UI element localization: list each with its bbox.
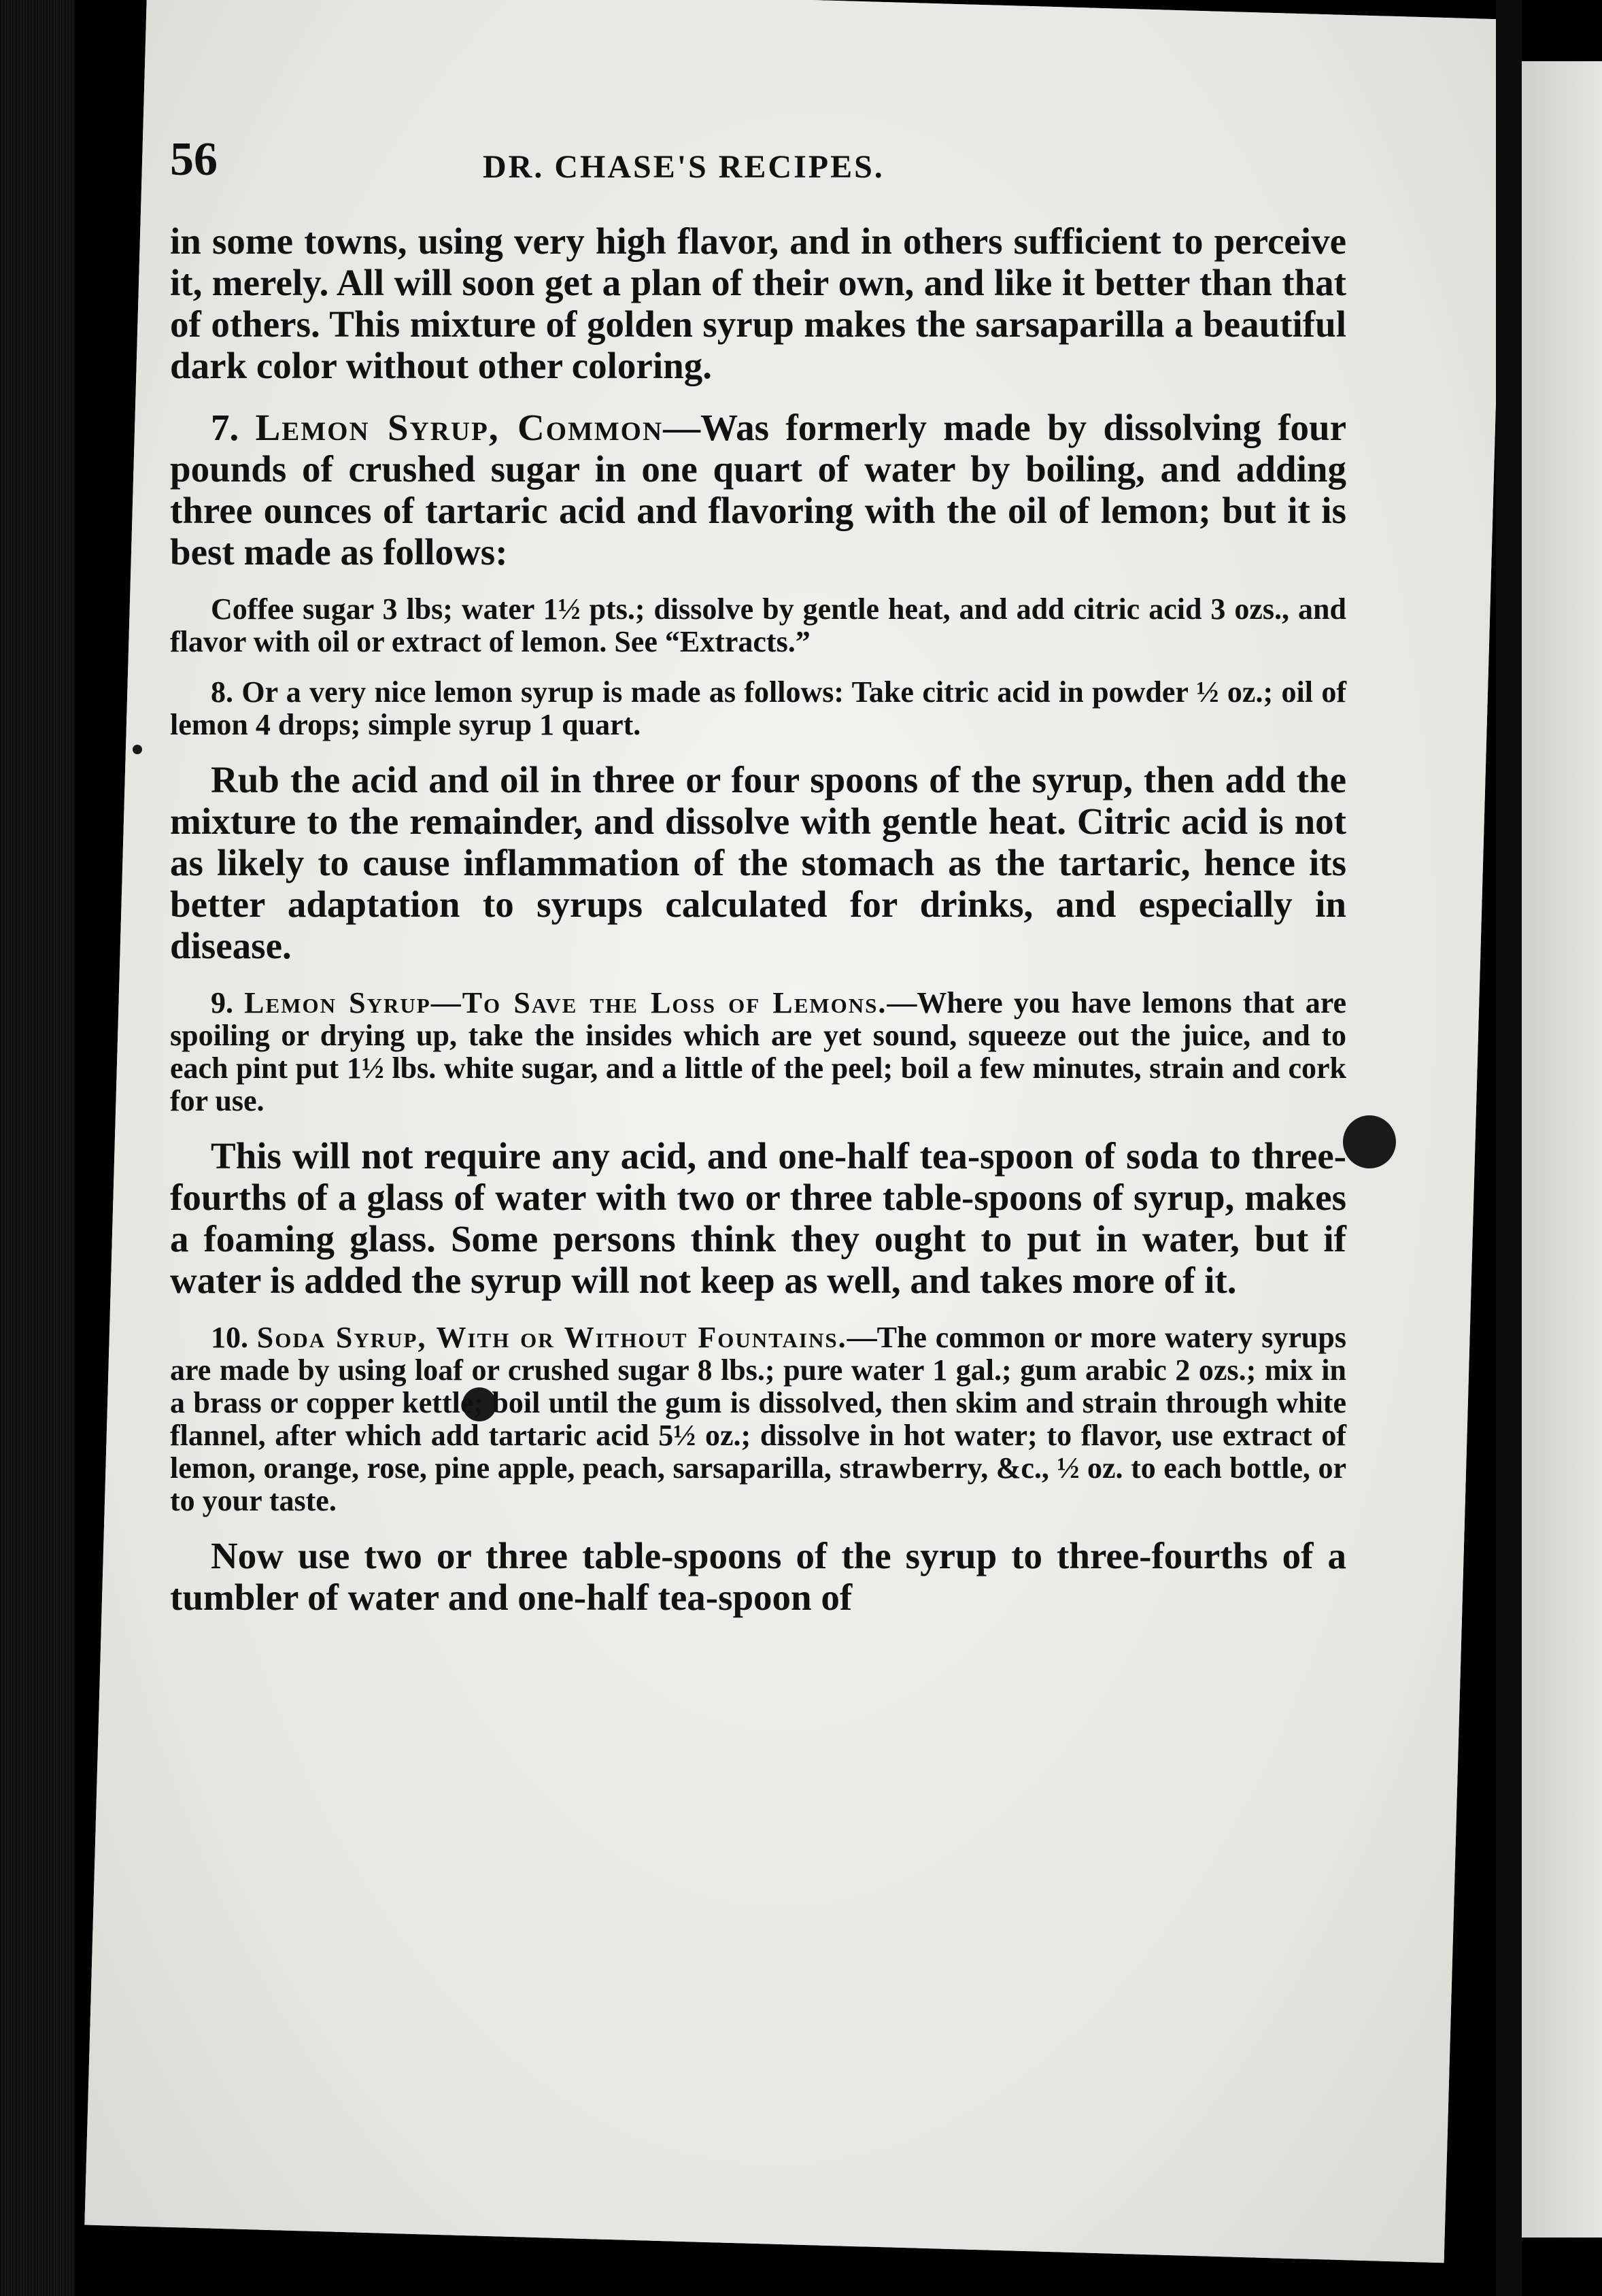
- recipe-7-ingredients: Coffee sugar 3 lbs; water 1½ pts.; dissolve by gentle heat, and add citric acid 3 ozs., and flavor with oil or extract of lemon. See “Extracts.”: [170, 592, 1346, 658]
- recipe-10-directions: Now use two or three table-spoons of the syrup to three-fourths of a tumbler of water and one-half tea-spoon of: [170, 1535, 1346, 1618]
- recipe-10-soda-syrup: [170, 1321, 1346, 1517]
- recipe-9-notes: This will not require any acid, and one-half tea-spoon of soda to three-fourths of a glass of water with two or three table-spoons of syrup, makes a foaming glass. Some persons think they ought to put in water, but if water is added the syrup will not keep as well, and takes more of it.: [170, 1135, 1346, 1301]
- page-gutter: [1496, 0, 1522, 2296]
- recipe-7-lemon-syrup-common: [170, 407, 1346, 573]
- recipe-number: 10.: [211, 1321, 248, 1354]
- recipe-number: 9.: [211, 986, 233, 1019]
- recipe-9-lemon-syrup-save-lemons: [170, 987, 1346, 1117]
- recipe-body: —Was formerly made by dissolving four pounds of crushed sugar in one quart of water by boiling, and adding three ounces of tartaric acid and flavoring with the oil of lemon; but it is best made as follows:: [170, 407, 1347, 573]
- ink-smudge: [1343, 1115, 1396, 1168]
- recipe-title: Soda Syrup, With or Without Fountains.: [256, 1321, 847, 1354]
- page-number: 56: [170, 133, 218, 186]
- adjacent-page-sliver: [1522, 61, 1602, 2238]
- recipe-title: Lemon Syrup—To Save the Loss of Lemons.: [244, 986, 887, 1019]
- page-header: [170, 133, 1346, 218]
- recipe-body: —Where you have lemons that are spoiling or drying up, take the insides which are yet sound, squeeze out the juice, and to each pint put 1½ lbs. white sugar, and a little of the peel; boil a few minutes, strain and cork for use.: [170, 986, 1346, 1117]
- ink-smudge: [133, 745, 142, 754]
- recipe-number: 7.: [211, 407, 239, 448]
- book-binding-edge: [0, 0, 75, 2296]
- recipe-title: Lemon Syrup, Common: [255, 407, 664, 448]
- paragraph-continuation: in some towns, using very high flavor, and in others sufficient to perceive it, merely. All will soon get a plan of their own, and like it better than that of others. This mixture of golden syrup makes the sarsaparilla a beautiful dark color without other coloring.: [170, 220, 1346, 386]
- page-text-block: [170, 133, 1347, 1638]
- recipe-body: —The common or more watery syrups are made by using loaf or crushed sugar 8 lbs.; pure water 1 gal.; gum arabic 2 ozs.; mix in a brass or copper kettle; boil until the gum is dissolved, then skim and strain through white flannel, after which add tartaric acid 5½ oz.; dissolve in hot water; to flavor, use extract of lemon, orange, rose, pine apple, peach, sarsaparilla, strawberry, &c., ½ oz. to each bottle, or to your taste.: [170, 1321, 1346, 1517]
- recipe-8-lemon-syrup: 8. Or a very nice lemon syrup is made as follows: Take citric acid in powder ½ oz.; oil of lemon 4 drops; simple syrup 1 quart.: [170, 675, 1346, 741]
- recipe-8-directions: Rub the acid and oil in three or four spoons of the syrup, then add the mixture to the remainder, and dissolve with gentle heat. Citric acid is not as likely to cause inflammation of the stomach as the tartaric, hence its better adaptation to syrups calculated for drinks, and especially in disease.: [170, 759, 1346, 966]
- running-head: DR. CHASE'S RECIPES.: [483, 149, 885, 185]
